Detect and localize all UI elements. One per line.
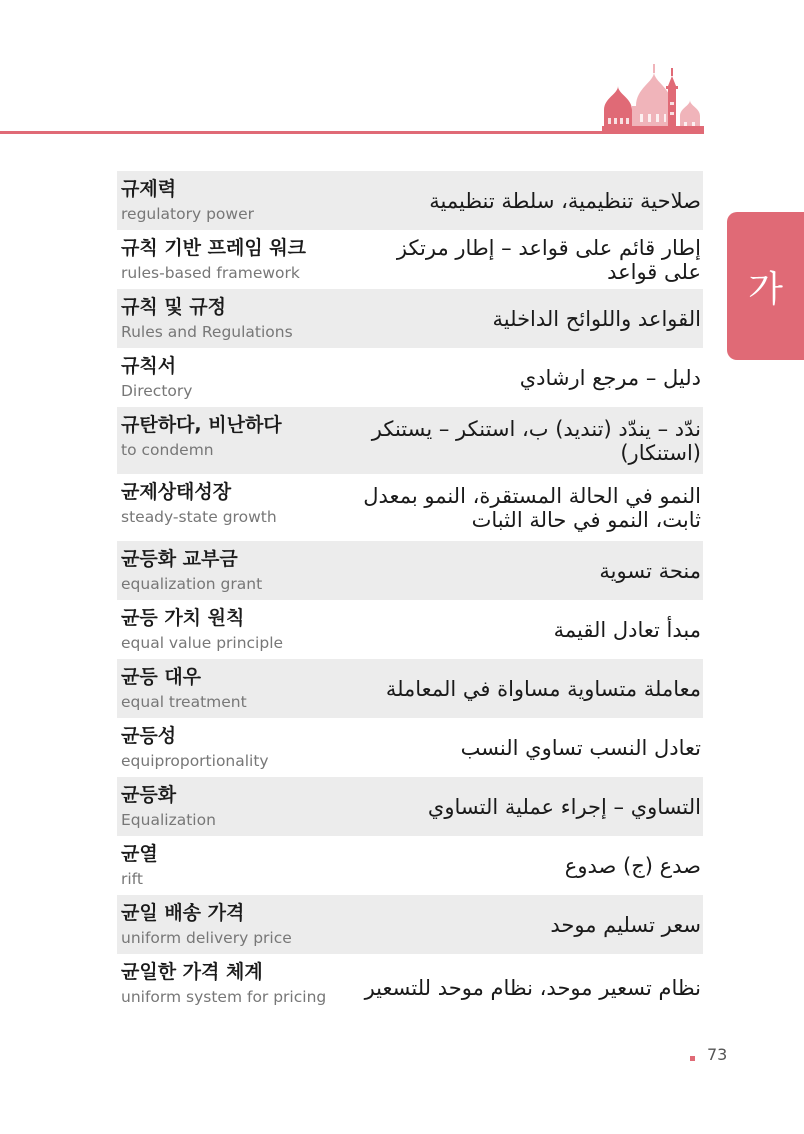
english-term: to condemn xyxy=(121,441,214,459)
arabic-term: تعادل النسب تساوي النسب xyxy=(460,735,701,760)
index-tab-letter: 가 xyxy=(748,268,783,310)
korean-term: 규칙서 xyxy=(121,355,177,377)
glossary-entry xyxy=(117,230,703,289)
english-term: Rules and Regulations xyxy=(121,323,293,341)
korean-term: 균일 배송 가격 xyxy=(121,902,245,924)
arabic-term: سعر تسليم موحد xyxy=(550,912,701,937)
glossary-entry xyxy=(117,954,703,1021)
arabic-term: النمو في الحالة المستقرة، النمو بمعدل ثابت، النمو في حالة الثبات xyxy=(363,483,701,532)
korean-term: 규칙 및 규정 xyxy=(121,296,226,318)
index-tab xyxy=(727,212,804,360)
page-number: 73 xyxy=(707,1045,728,1064)
korean-term: 균등화 교부금 xyxy=(121,548,238,570)
arabic-term: منحة تسوية xyxy=(599,558,701,583)
glossary-entry xyxy=(117,836,703,895)
glossary-entry xyxy=(117,541,703,600)
arabic-term: دليل – مرجع ارشادي xyxy=(519,365,701,390)
korean-term: 균등성 xyxy=(121,725,177,747)
glossary-entry xyxy=(117,718,703,777)
glossary-entry xyxy=(117,474,703,541)
korean-term: 균열 xyxy=(121,843,158,865)
english-term: equal value principle xyxy=(121,634,284,652)
glossary-entry xyxy=(117,777,703,836)
english-term: Directory xyxy=(121,382,193,400)
english-term: equalization grant xyxy=(121,575,263,593)
korean-term: 균등화 xyxy=(121,784,177,806)
english-term: rift xyxy=(121,870,143,888)
english-term: regulatory power xyxy=(121,205,254,223)
glossary-entry xyxy=(117,348,703,407)
glossary-list xyxy=(117,171,703,1021)
korean-term: 규제력 xyxy=(121,178,177,200)
korean-term: 규칙 기반 프레임 워크 xyxy=(121,237,307,259)
glossary-entry xyxy=(117,171,703,230)
glossary-entry xyxy=(117,289,703,348)
arabic-term: معاملة متساوية مساواة في المعاملة xyxy=(385,676,701,701)
korean-term: 균등 가치 원칙 xyxy=(121,607,245,629)
korean-term: 균일한 가격 체계 xyxy=(121,961,263,983)
english-term: uniform delivery price xyxy=(121,929,292,947)
english-term: equiproportionality xyxy=(121,752,269,770)
glossary-entry xyxy=(117,659,703,718)
glossary-entry xyxy=(117,407,703,474)
korean-term: 균등 대우 xyxy=(121,666,202,688)
arabic-term: إطار قائم على قواعد – إطار مرتكز على قواعد xyxy=(396,235,701,284)
mosque-illustration xyxy=(602,62,704,134)
english-term: rules-based framework xyxy=(121,264,300,282)
arabic-term: صلاحية تنظيمية، سلطة تنظيمية xyxy=(429,188,701,213)
arabic-term: صدع (ج) صدوع xyxy=(564,853,701,878)
glossary-entry xyxy=(117,600,703,659)
arabic-term: نظام تسعير موحد، نظام موحد للتسعير xyxy=(364,975,701,1000)
arabic-term: مبدأ تعادل القيمة xyxy=(553,617,701,642)
english-term: Equalization xyxy=(121,811,216,829)
english-term: equal treatment xyxy=(121,693,247,711)
english-term: uniform system for pricing xyxy=(121,988,327,1006)
header-rule xyxy=(0,131,703,134)
arabic-term: القواعد واللوائح الداخلية xyxy=(492,306,701,331)
page-number-marker xyxy=(690,1056,695,1061)
glossary-entry xyxy=(117,895,703,954)
korean-term: 균제상태성장 xyxy=(121,481,232,503)
arabic-term: ندّد – يندّد (تنديد) ب، استنكر – يستنكر (استنكار) xyxy=(371,416,701,465)
english-term: steady-state growth xyxy=(121,508,277,526)
arabic-term: التساوي – إجراء عملية التساوي xyxy=(427,794,701,819)
korean-term: 규탄하다, 비난하다 xyxy=(121,414,282,436)
